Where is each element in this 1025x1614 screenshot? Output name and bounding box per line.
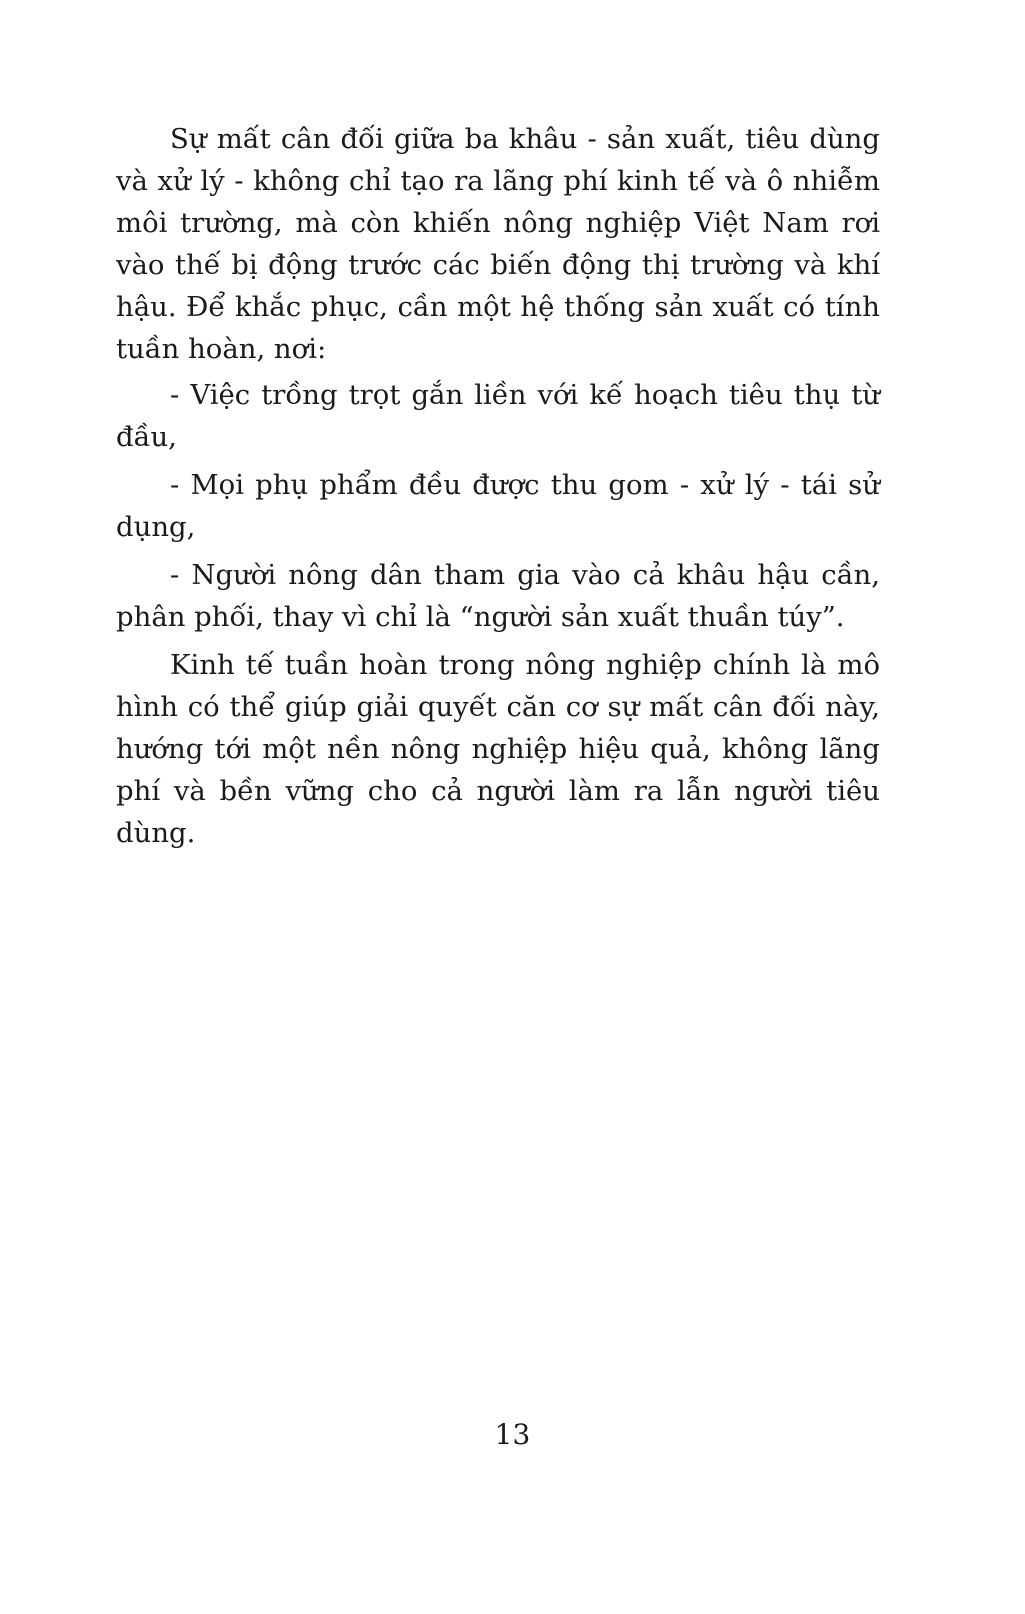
- bullet-item-byproducts: - Mọi phụ phẩm đều được thu gom - xử lý - tái sử dụng,: [116, 469, 880, 543]
- page-number: 13: [494, 1418, 531, 1451]
- paragraph-intro: Sự mất cân đối giữa ba khâu - sản xuất, tiêu dùng và xử lý - không chỉ tạo ra lãng phí kinh tế và ô nhiễm môi trường, mà còn khiến nông nghiệp Việt Nam rơi vào thế bị động trước các biến động thị trường và khí hậu. Để khắc phục, cần một hệ thống sản xuất có tính tuần hoàn, nơi:: [116, 123, 880, 365]
- bullet-item-planting: - Việc trồng trọt gắn liền với kế hoạch tiêu thụ từ đầu,: [116, 379, 880, 453]
- bullet-item-farmers: - Người nông dân tham gia vào cả khâu hậu cần, phân phối, thay vì chỉ là “người sản xuất thuần túy”.: [116, 559, 880, 633]
- page-body: [116, 118, 880, 854]
- paragraph-conclusion: Kinh tế tuần hoàn trong nông nghiệp chính là mô hình có thể giúp giải quyết căn cơ sự mất cân đối này, hướng tới một nền nông nghiệp hiệu quả, không lãng phí và bền vững cho cả người làm ra lẫn người tiêu dùng.: [116, 649, 880, 849]
